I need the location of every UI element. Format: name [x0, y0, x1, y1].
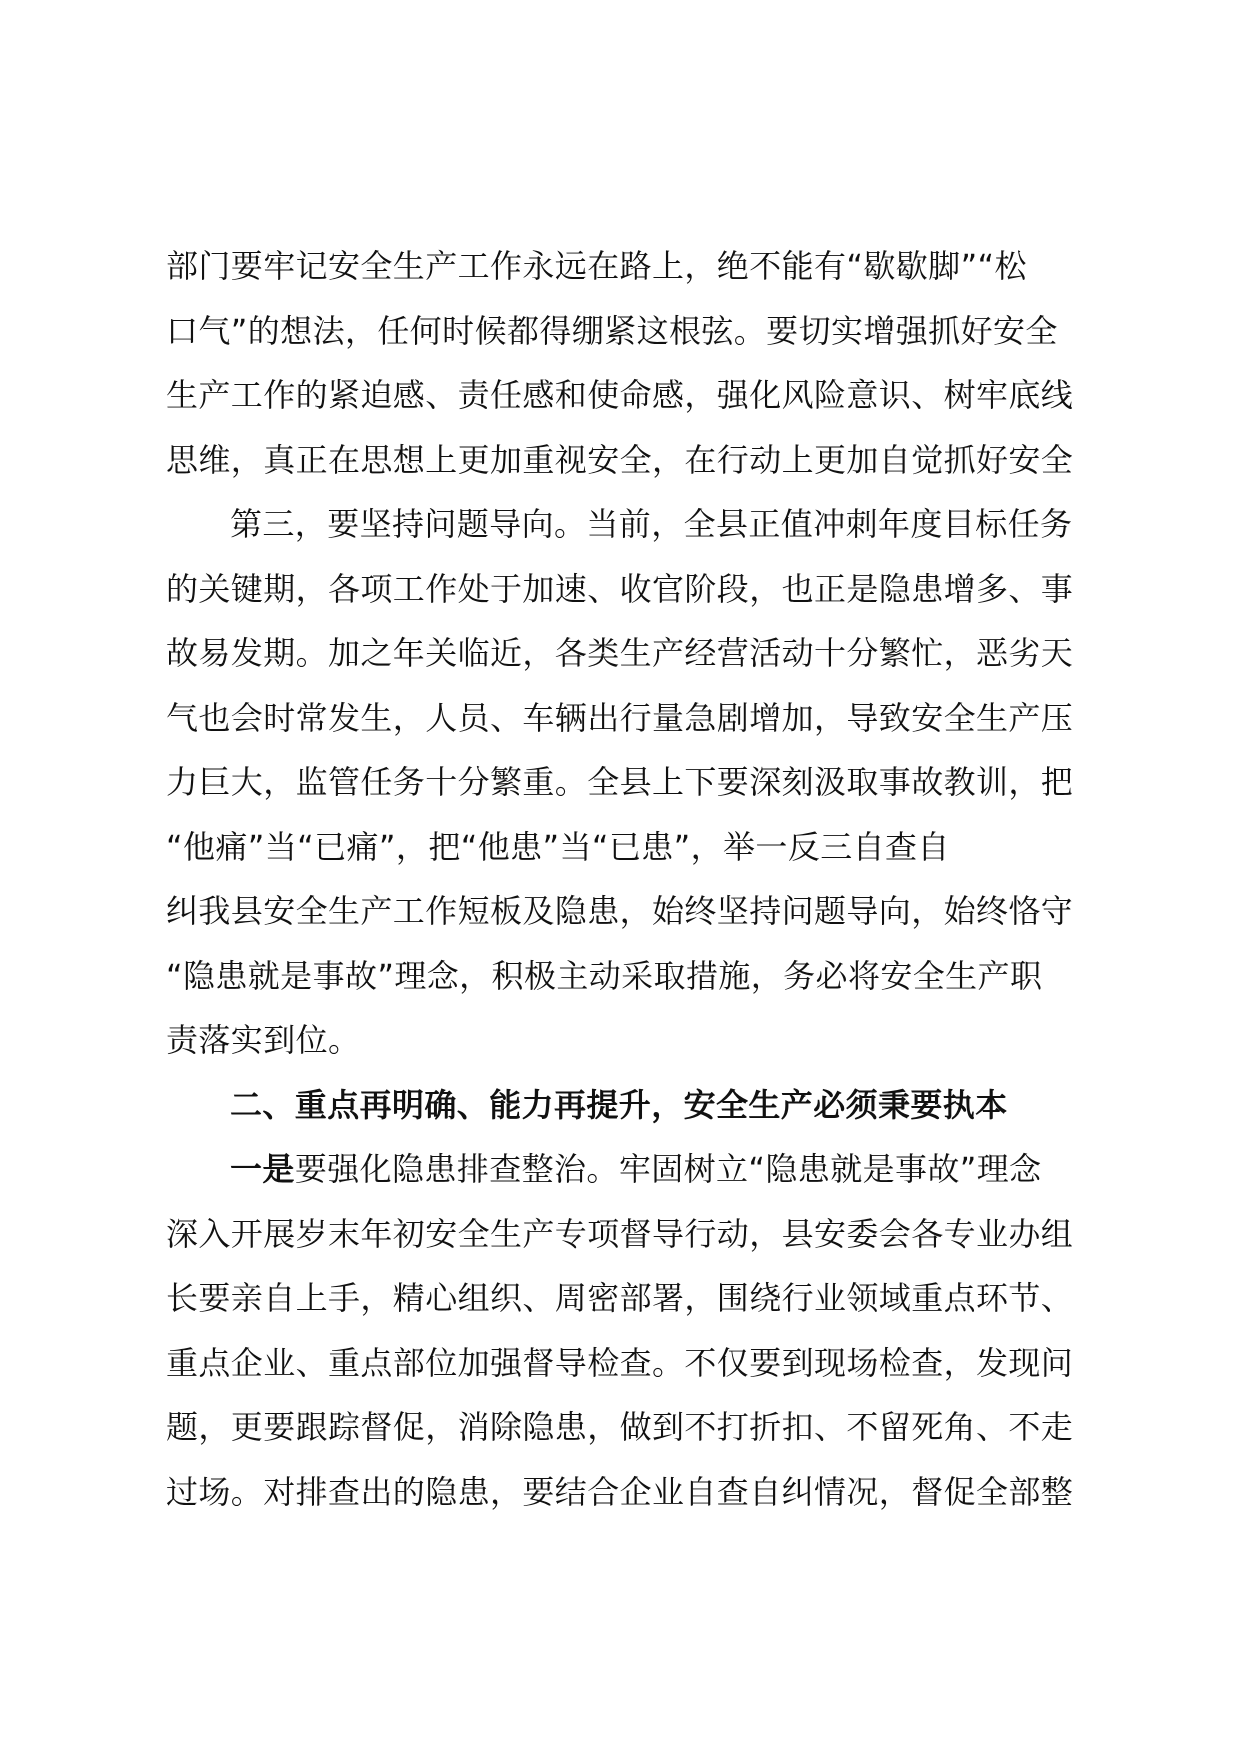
- paragraph-line: 纠我县安全生产工作短板及隐患，始终坚持问题导向，始终恪守: [166, 892, 1074, 930]
- paragraph-line: 口气”的想法，任何时候都得绷紧这根弦。要切实增强抓好安全: [166, 311, 1058, 350]
- paragraph-line: 题，更要跟踪督促，消除隐患，做到不打折扣、不留死角、不走: [166, 1408, 1074, 1446]
- paragraph-line: 生产工作的紧迫感、责任感和使命感，强化风险意识、树牢底线: [166, 376, 1074, 414]
- paragraph-line: [166, 1137, 1096, 1202]
- paragraph-line: “他痛”当“已痛”，把“他患”当“已患”，举一反三自查自: [166, 827, 950, 866]
- paragraph-line-text: 要强化隐患排查整治。牢固树立“隐患就是事故”理念: [294, 1150, 1042, 1188]
- paragraph-line: 长要亲自上手，精心组织、周密部署，围绕行业领域重点环节、: [166, 1279, 1074, 1317]
- paragraph-line: 第三，要坚持问题导向。当前，全县正值冲刺年度目标任务: [230, 505, 1073, 543]
- paragraph-line: 部门要牢记安全生产工作永远在路上，绝不能有“歇歇脚”“松: [166, 247, 1027, 285]
- paragraph-line: 故易发期。加之年关临近，各类生产经营活动十分繁忙，恶劣天: [166, 634, 1074, 672]
- paragraph-line: 力巨大，监管任务十分繁重。全县上下要深刻汲取事故教训，把: [166, 763, 1074, 801]
- paragraph-line: “隐患就是事故”理念，积极主动采取措施，务必将安全生产职: [166, 956, 1043, 995]
- lead-phrase: 一是: [230, 1150, 295, 1188]
- paragraph-line: 责落实到位。: [166, 1021, 361, 1059]
- paragraph-line: 深入开展岁末年初安全生产专项督导行动，县安委会各专业办组: [166, 1214, 1074, 1253]
- paragraph-line: 气也会时常发生，人员、车辆出行量急剧增加，导致安全生产压: [166, 698, 1074, 737]
- paragraph-line: 重点企业、重点部位加强督导检查。不仅要到现场检查，发现问: [166, 1343, 1074, 1382]
- paragraph-line: 过场。对排查出的隐患，要结合企业自查自纠情况，督促全部整: [166, 1472, 1074, 1511]
- section-heading: 二、重点再明确、能力再提升，安全生产必须秉要执本: [230, 1085, 1008, 1124]
- paragraph-line: 的关键期，各项工作处于加速、收官阶段，也正是隐患增多、事: [166, 569, 1074, 608]
- paragraph-line: 思维，真正在思想上更加重视安全，在行动上更加自觉抓好安全: [166, 440, 1074, 479]
- document-body: [166, 234, 1096, 1524]
